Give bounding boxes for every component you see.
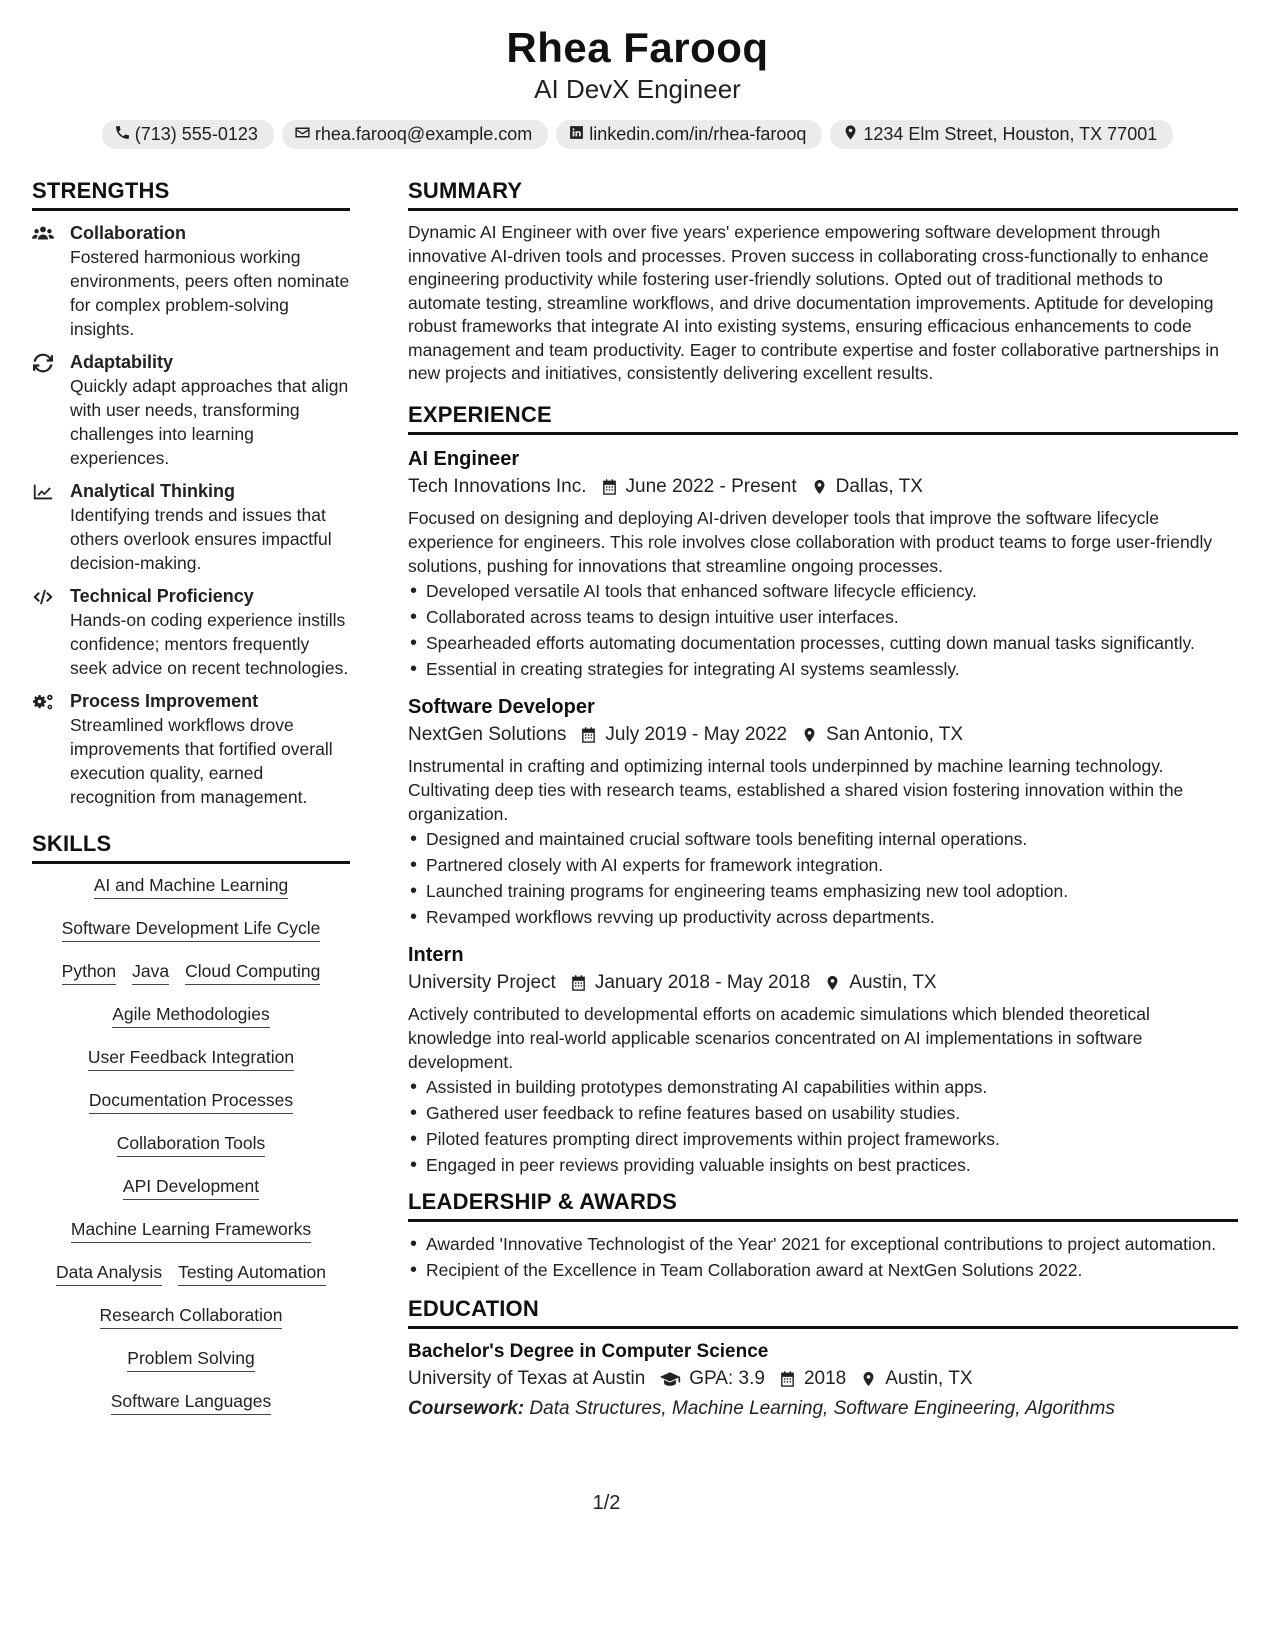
job-desc: Actively contributed to developmental efforts on academic simulations which blended theoretical knowledge into real-world applicable scenarios concentrated on AI implementations in software development. (408, 1003, 1150, 1072)
school-location: Austin, TX (885, 1367, 973, 1389)
skills-list (32, 874, 350, 1433)
job-company: Tech Innovations Inc. (408, 475, 587, 497)
strength-desc: Identifying trends and issues that others overlook ensures impactful decision-making. (70, 505, 332, 573)
job-dates: July 2019 - May 2022 (605, 723, 788, 745)
job-dates: June 2022 - Present (625, 475, 797, 497)
left-column (32, 178, 350, 1433)
skill-tag: Machine Learning Frameworks (71, 1218, 311, 1243)
map-pin-icon (842, 124, 859, 146)
leadership-list (408, 1232, 1238, 1282)
map-pin-icon (860, 1370, 877, 1388)
bullet-item: • Piloted features prompting direct improvements within project frameworks. (408, 1127, 1238, 1151)
skill-tag: AI and Machine Learning (94, 874, 289, 899)
bullet-item: • Spearheaded efforts automating documentation processes, cutting down manual tasks significantly. (408, 631, 1238, 655)
summary-heading: SUMMARY (408, 178, 1238, 211)
coursework (408, 1398, 1238, 1420)
experience-heading: EXPERIENCE (408, 402, 1238, 435)
job-meta (408, 969, 1238, 997)
job-meta (408, 473, 1238, 501)
coursework-list: Data Structures, Machine Learning, Software Engineering, Algorithms (529, 1397, 1115, 1419)
bullet-item: • Launched training programs for engineering teams emphasizing new tool adoption. (408, 879, 1238, 903)
gpa: GPA: 3.9 (689, 1367, 765, 1389)
strengths-heading: STRENGTHS (32, 178, 350, 211)
calendar-icon (601, 478, 618, 496)
job-desc: Instrumental in crafting and optimizing internal tools underpinned by machine learning technology. Cultivating deep ties with research teams, established a shared vision fostering innovation within the organization. (408, 755, 1184, 824)
skill-tag: Python (62, 960, 116, 985)
bullet-item: • Partnered closely with AI experts for framework integration. (408, 853, 1238, 877)
calendar-icon (779, 1370, 796, 1388)
bullet-item: • Gathered user feedback to refine features based on usability studies. (408, 1101, 1238, 1125)
strength-title: Adaptability (70, 352, 174, 372)
address-text: 1234 Elm Street, Houston, TX 77001 (863, 124, 1158, 144)
skill-tag: Collaboration Tools (117, 1132, 266, 1157)
job-entry (408, 445, 1238, 681)
resume-body (32, 178, 1243, 1433)
contact-linkedin[interactable] (556, 120, 822, 149)
school-name: University of Texas at Austin (408, 1367, 646, 1389)
contact-email[interactable] (282, 120, 548, 149)
job-title: Intern (408, 943, 464, 966)
phone-text: (713) 555-0123 (134, 124, 258, 144)
skill-tag: Cloud Computing (185, 960, 320, 985)
degree-title: Bachelor's Degree in Computer Science (408, 1340, 769, 1362)
strength-desc: Fostered harmonious working environments, peers often nominate for complex problem-solving insights. (70, 247, 350, 339)
job-bullets (408, 1075, 1238, 1177)
candidate-title: AI DevX Engineer (534, 74, 741, 104)
skills-heading: SKILLS (32, 831, 350, 864)
cogs-icon (32, 689, 70, 809)
strength-item (32, 350, 350, 470)
award-item: • Recipient of the Excellence in Team Collaboration award at NextGen Solutions 2022. (408, 1258, 1238, 1282)
strength-desc: Hands-on coding experience instills confidence; mentors frequently seek advice on recent technologies. (70, 610, 349, 678)
skill-tag: Testing Automation (178, 1261, 326, 1286)
strength-item (32, 221, 350, 341)
job-company: University Project (408, 971, 556, 993)
bullet-item: • Collaborated across teams to design intuitive user interfaces. (408, 605, 1238, 629)
education-meta (408, 1365, 1238, 1393)
strength-item (32, 584, 350, 680)
job-title: Software Developer (408, 695, 595, 718)
bullet-item: • Engaged in peer reviews providing valuable insights on best practices. (408, 1153, 1238, 1177)
strength-title: Process Improvement (70, 691, 259, 711)
map-pin-icon (811, 478, 828, 496)
strength-item (32, 479, 350, 575)
job-meta (408, 721, 1238, 749)
bullet-item: • Developed versatile AI tools that enhanced software lifecycle efficiency. (408, 579, 1238, 603)
strength-title: Analytical Thinking (70, 481, 236, 501)
strength-desc: Streamlined workflows drove improvements that fortified overall execution quality, earned recognition from management. (70, 715, 333, 807)
users-icon (32, 221, 70, 341)
email-text: rhea.farooq@example.com (314, 124, 533, 144)
skill-tag: Documentation Processes (89, 1089, 293, 1114)
job-bullets (408, 827, 1238, 929)
graduation-year: 2018 (803, 1367, 847, 1389)
job-desc: Focused on designing and deploying AI-driven developer tools that improve the software lifecycle experience for engineers. This role involves close collaboration with product teams to forge user-friendly solutions, pushing for innovations that streamline ongoing processes. (408, 507, 1213, 576)
skill-tag: Problem Solving (127, 1347, 254, 1372)
contact-address (830, 120, 1173, 149)
linkedin-text: linkedin.com/in/rhea-farooq (589, 124, 807, 144)
skill-tag: Research Collaboration (100, 1304, 283, 1329)
skill-tag: Data Analysis (56, 1261, 162, 1286)
summary-text: Dynamic AI Engineer with over five years' experience empowering software development through innovative AI-driven tools and processes. Proven success in collaborating cross-functionally to enhance engineering productivity while fostering user-friendly solutions. Opted out of traditional methods to automate testing, streamline workflows, and drive documentation improvements. Aptitude for developing robust frameworks that integrate AI into existing systems, ensuring efficacious enhancements to code management and team productivity. Eager to contribute expertise and foster collaborative partnerships in new projects and initiatives, consistently delivering excellent results. (408, 222, 1219, 383)
strength-title: Collaboration (70, 223, 186, 243)
candidate-name: Rhea Farooq (506, 24, 769, 71)
sync-icon (32, 350, 70, 470)
map-pin-icon (801, 726, 818, 744)
job-entry (408, 941, 1238, 1177)
skill-tag: Software Development Life Cycle (62, 917, 321, 942)
job-company: NextGen Solutions (408, 723, 567, 745)
calendar-icon (570, 974, 587, 992)
job-dates: January 2018 - May 2018 (594, 971, 811, 993)
graduation-cap-icon (659, 1370, 681, 1388)
strength-desc: Quickly adapt approaches that align with user needs, transforming challenges into learning experiences. (70, 376, 349, 468)
bullet-item: • Revamped workflows revving up productivity across departments. (408, 905, 1238, 929)
contact-bar (0, 120, 1275, 149)
code-icon (32, 584, 70, 680)
job-title: AI Engineer (408, 447, 520, 470)
strength-item (32, 689, 350, 809)
resume-header (0, 0, 1275, 149)
strength-title: Technical Proficiency (70, 586, 254, 606)
skill-tag: User Feedback Integration (88, 1046, 294, 1071)
bullet-item: • Assisted in building prototypes demonstrating AI capabilities within apps. (408, 1075, 1238, 1099)
bullet-item: • Designed and maintained crucial software tools benefiting internal operations. (408, 827, 1238, 851)
calendar-icon (580, 726, 597, 744)
education-heading: EDUCATION (408, 1296, 1238, 1329)
page-number: 1/2 (592, 1492, 621, 1514)
job-bullets (408, 579, 1238, 681)
award-item: • Awarded 'Innovative Technologist of the Year' 2021 for exceptional contributions to project automation. (408, 1232, 1238, 1256)
phone-icon (114, 124, 131, 146)
contact-phone[interactable] (102, 120, 274, 149)
leadership-heading: LEADERSHIP & AWARDS (408, 1189, 1238, 1222)
skill-tag: Agile Methodologies (112, 1003, 270, 1028)
linkedin-icon (568, 124, 585, 146)
skill-tag: Java (132, 960, 169, 985)
job-location: Austin, TX (849, 971, 937, 993)
skill-tag: Software Languages (111, 1390, 272, 1415)
job-location: Dallas, TX (835, 475, 923, 497)
chart-line-icon (32, 479, 70, 575)
bullet-item: • Essential in creating strategies for integrating AI systems seamlessly. (408, 657, 1238, 681)
right-column (408, 178, 1238, 1433)
coursework-label: Coursework: (408, 1397, 525, 1419)
job-entry (408, 693, 1238, 929)
map-pin-icon (824, 974, 841, 992)
skill-tag: API Development (123, 1175, 259, 1200)
job-location: San Antonio, TX (826, 723, 964, 745)
envelope-icon (294, 124, 311, 146)
